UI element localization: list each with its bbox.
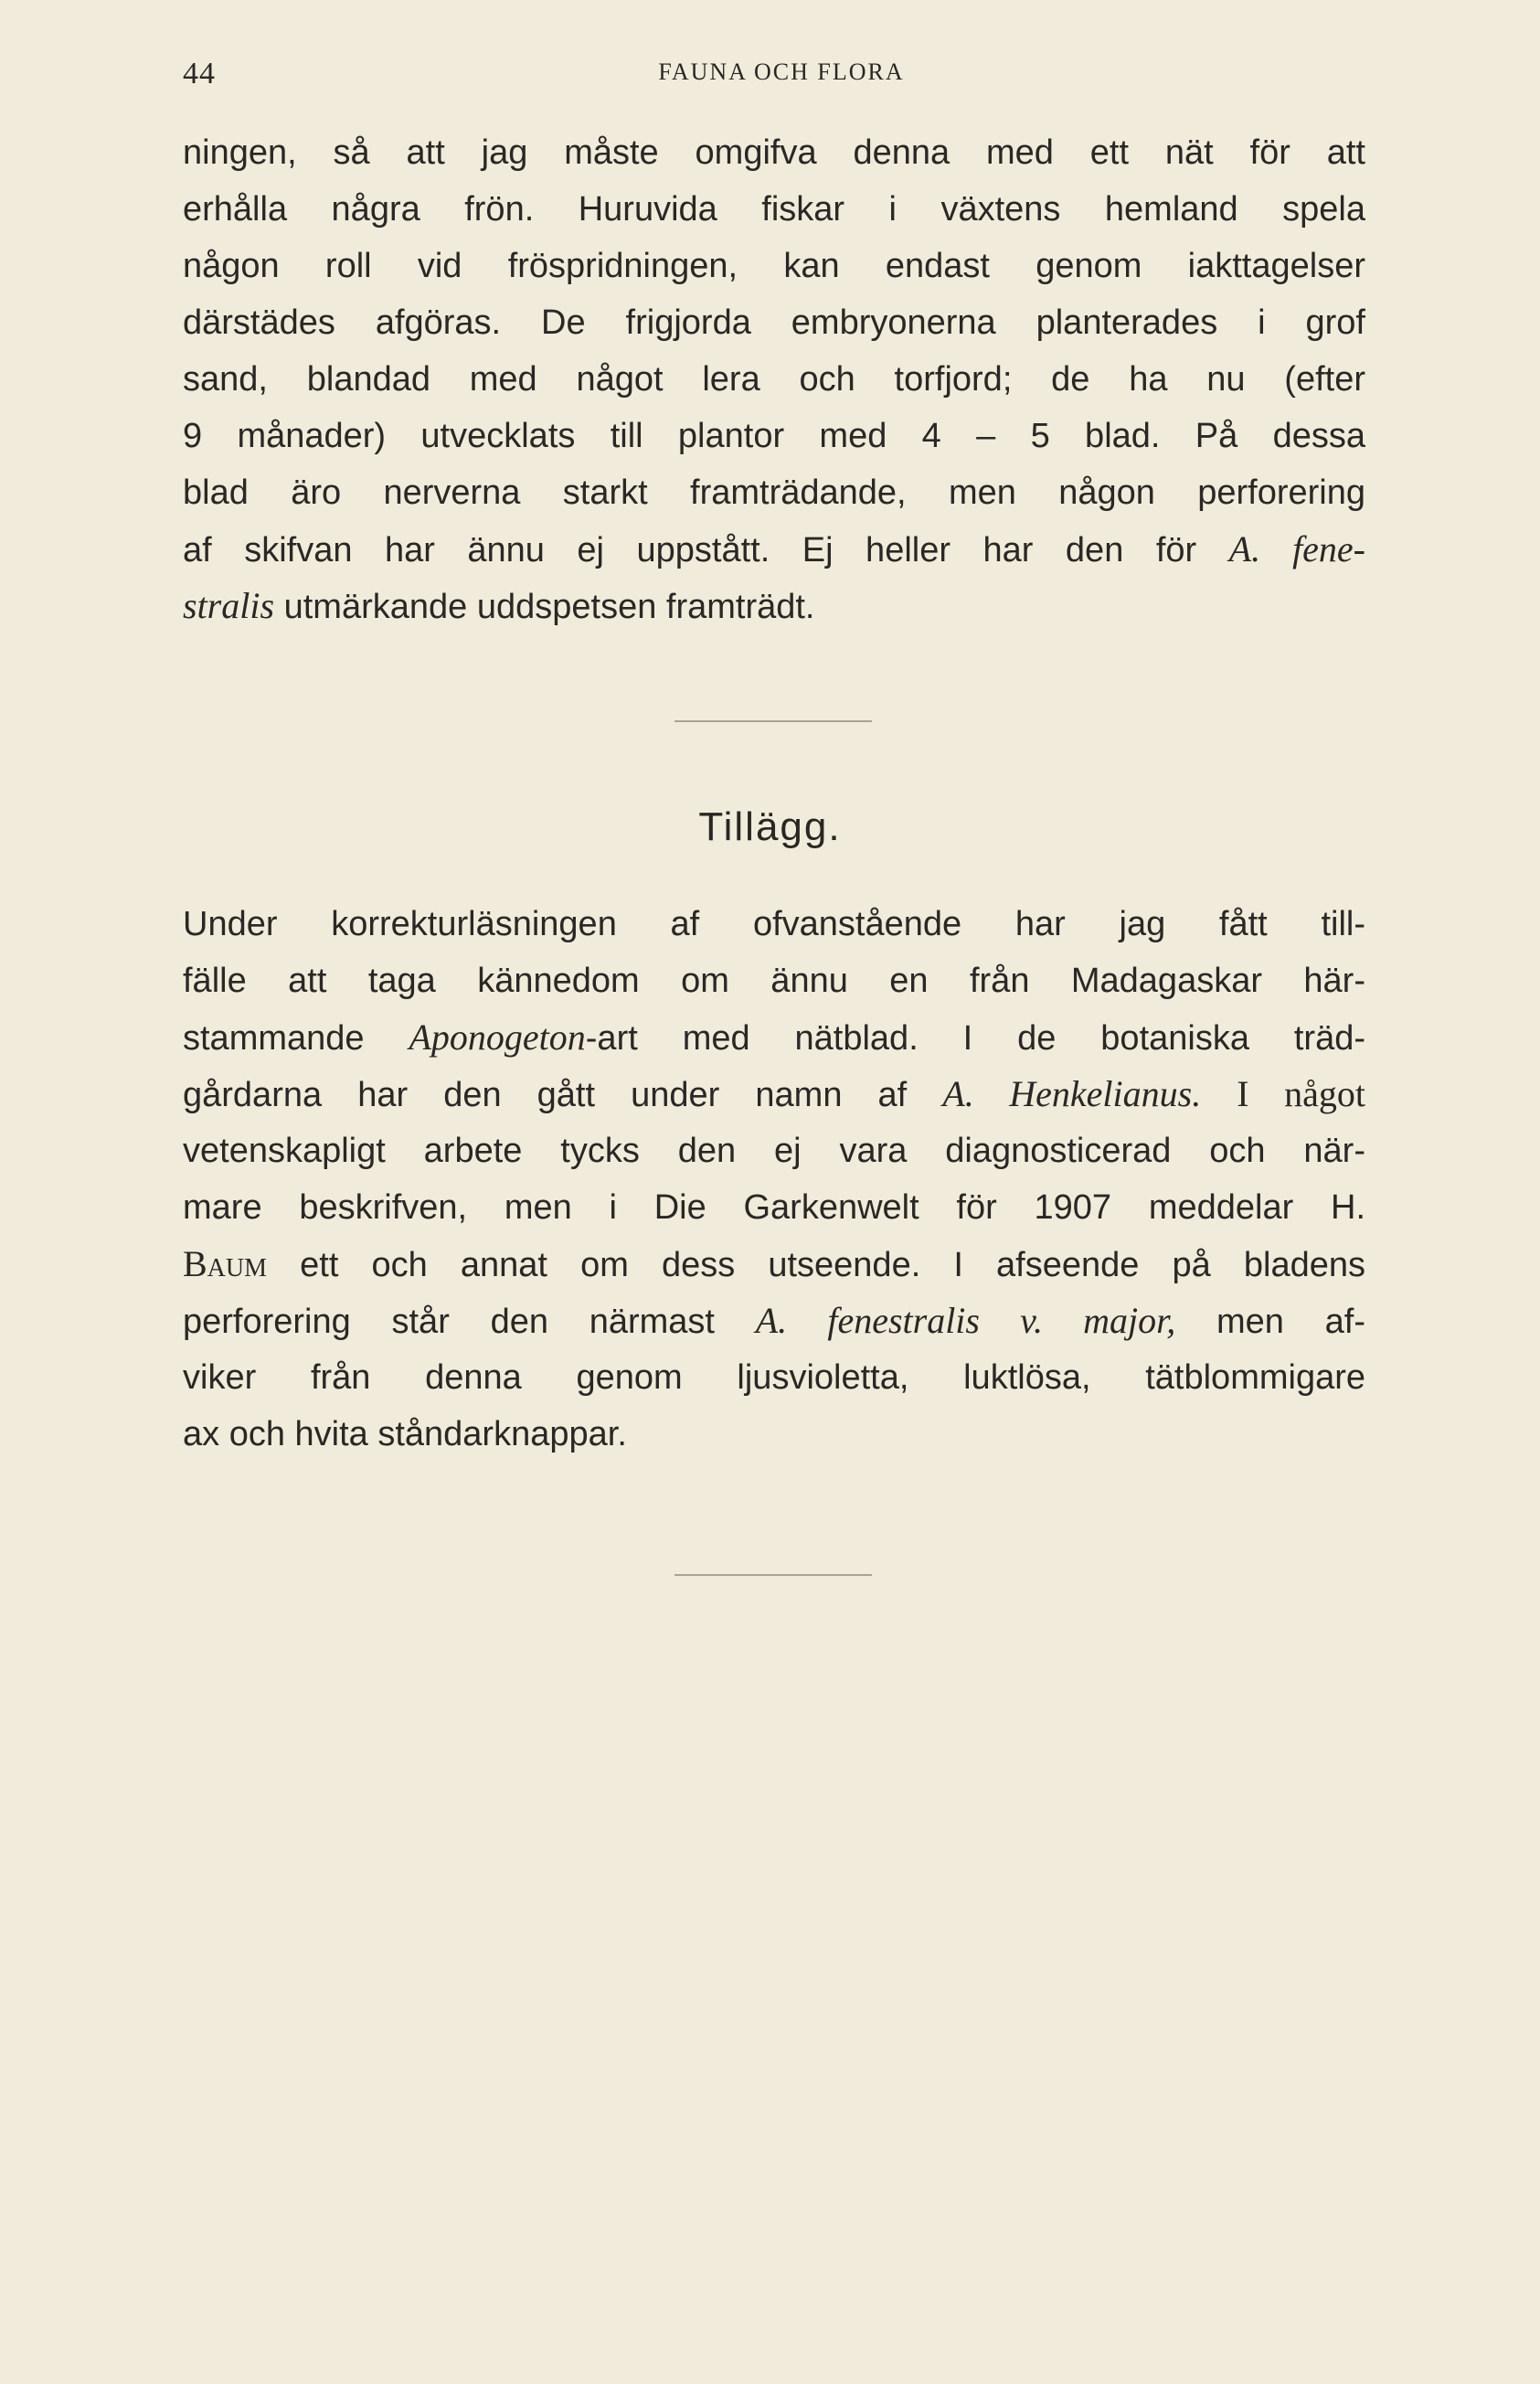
text-line: mare beskrifven, men i Die Garkenwelt för 1907 meddelar H. [183,1188,1365,1227]
paragraph-continued [183,124,1365,634]
text-line: Under korrekturläsningen af ofvanstående har jag fått till- [183,905,1365,943]
text-line [183,1293,1365,1349]
text-segment: men af- [1216,1303,1366,1341]
text-segment: ett och annat om dess utseende. I afseende på bladens [300,1246,1365,1284]
author-name-smallcaps: Baum [183,1243,268,1284]
text-segment: -art med nätblad. I de botaniska träd- [585,1019,1366,1058]
text-segment: gårdarna har den gått under namn af [183,1076,908,1114]
text-line: sand, blandad med något lera och torfjord; de ha nu (efter [183,360,1365,399]
text-line: någon roll vid fröspridningen, kan endast genom iakttagelser [183,247,1365,285]
section-title: Tillägg. [698,804,842,849]
text-line: fälle att taga kännedom om ännu en från Madagaskar här- [183,962,1365,1000]
text-line [183,578,1365,634]
page-number: 44 [183,57,216,90]
text-segment: stammande [183,1019,365,1058]
text-segment: af skifvan har ännu ej uppstått. Ej heller har den för [183,531,1197,569]
text-line [183,521,1365,578]
text-line [183,1009,1365,1066]
running-head [183,53,1362,90]
species-name-italic: A. Henkelianus. [942,1073,1202,1114]
text-line: ax och hvita ståndarknappar. [183,1415,627,1453]
species-name-italic: A. fenestralis v. major, [755,1300,1176,1341]
text-line: därstädes afgöras. De frigjorda embryonerna planterades i grof [183,303,1365,342]
species-name-italic: stralis [183,585,275,626]
paragraph-addendum [183,896,1365,1463]
end-divider [674,1574,872,1576]
species-name-italic: A. fene- [1228,528,1366,569]
text-line [183,1066,1365,1123]
text-line: vetenskapligt arbete tycks den ej vara diagnosticerad och när- [183,1132,1365,1170]
text-line: viker från denna genom ljusvioletta, luktlösa, tätblommigare [183,1358,1365,1397]
text-segment: I något [1237,1073,1366,1114]
text-line: erhålla några frön. Huruvida fiskar i växtens hemland spela [183,190,1365,229]
text-line: blad äro nerverna starkt framträdande, men någon perforering [183,474,1365,512]
genus-name-italic: Aponogeton [409,1016,586,1058]
text-line [183,1236,1365,1293]
text-line: 9 månader) utvecklats till plantor med 4 – 5 blad. På dessa [183,417,1365,455]
text-line: ningen, så att jag måste omgifva denna med ett nät för att [183,133,1365,172]
section-divider [674,720,872,722]
text-segment: utmärkande uddspetsen framträdt. [283,588,815,626]
text-segment: perforering står den närmast [183,1303,715,1341]
journal-title: FAUNA OCH FLORA [658,59,905,85]
